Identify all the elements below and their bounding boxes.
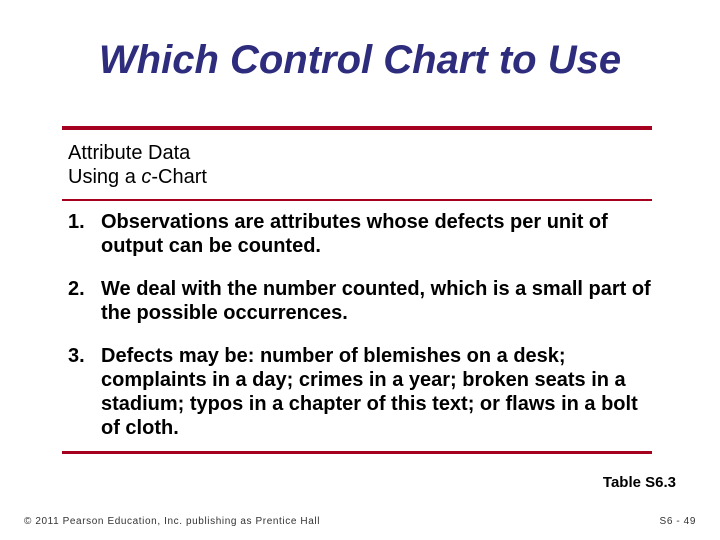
list-item-text: We deal with the number counted, which is a small part of the possible occurrences. [101,278,651,324]
footer-copyright: © 2011 Pearson Education, Inc. publishing as Prentice Hall [24,516,321,527]
subheading-suffix: -Chart [151,166,207,188]
list-item [68,210,658,258]
list-item-number: 2. [68,278,85,300]
slide-title: Which Control Chart to Use [98,38,622,82]
bottom-divider [62,451,652,454]
list-item-number: 1. [68,211,85,233]
criteria-list [68,210,658,440]
subheading-line-2 [68,165,207,189]
subheading-variable: c [141,166,152,188]
footer-page-number: S6 - 49 [659,516,696,527]
subheading [68,141,207,189]
middle-divider [62,199,652,201]
list-item [68,344,658,440]
list-item-number: 3. [68,345,85,367]
subheading-prefix: Using a [68,166,142,188]
subheading-line-1: Attribute Data [68,142,191,164]
list-item-text: Defects may be: number of blemishes on a desk; complaints in a day; crimes in a year; broken seats in a stadium; typos in a chapter of this text; or flaws in a bolt of cloth. [101,345,638,439]
table-reference: Table S6.3 [602,474,676,491]
list-item-text: Observations are attributes whose defects per unit of output can be counted. [101,211,608,257]
list-item [68,277,658,325]
top-divider [62,126,652,130]
